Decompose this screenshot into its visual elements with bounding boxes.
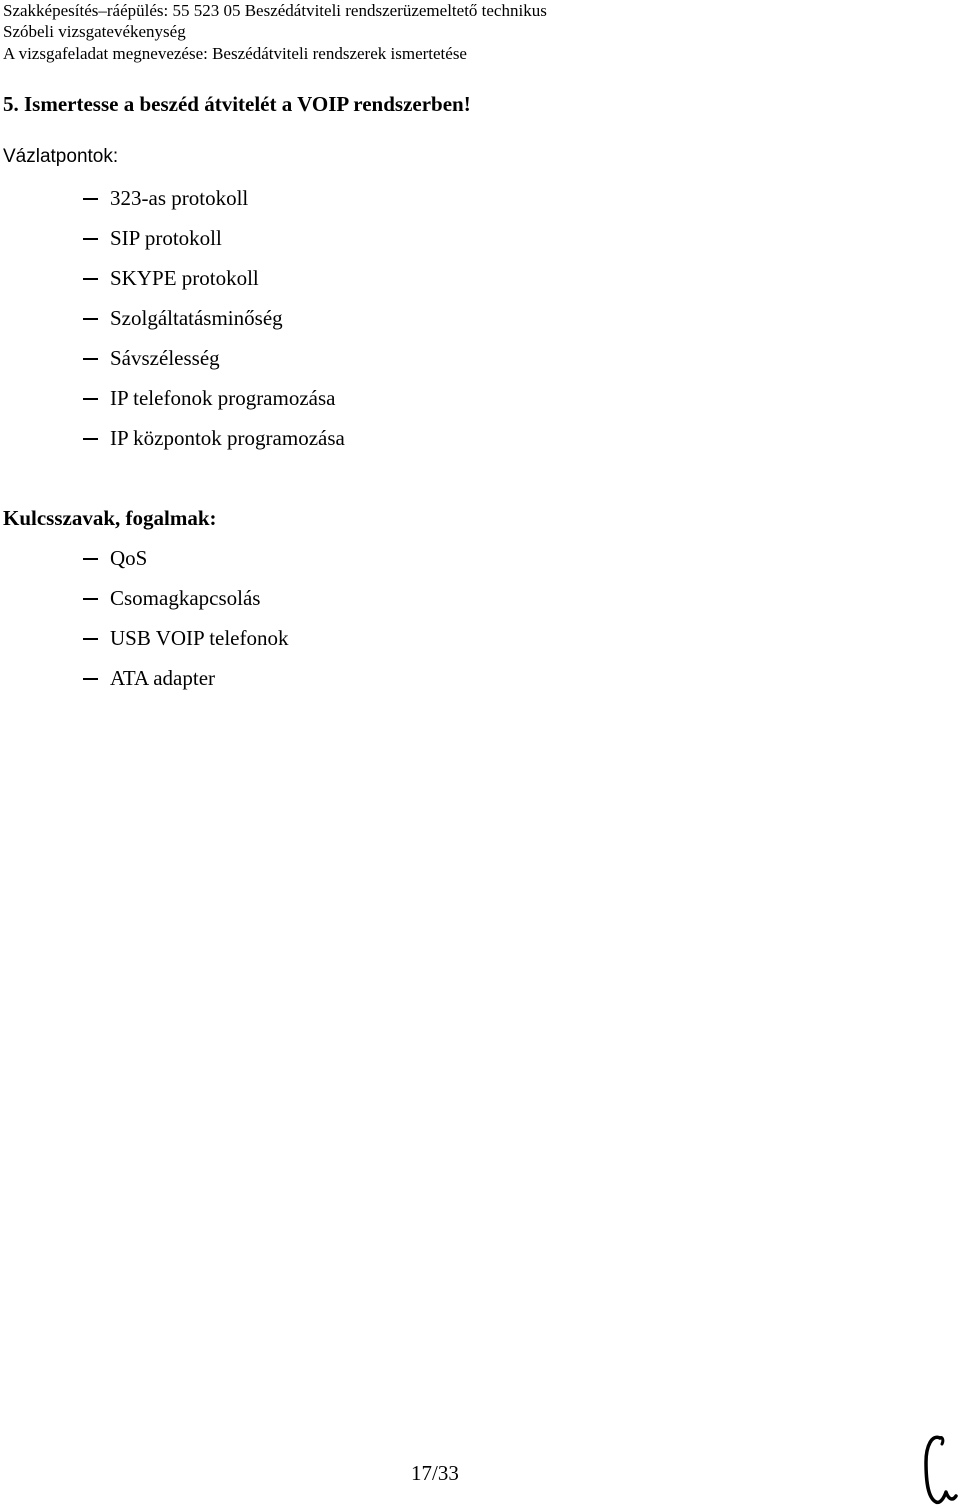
dash-bullet-icon xyxy=(83,558,98,560)
keywords-label: Kulcsszavak, fogalmak: xyxy=(3,506,217,530)
dash-bullet-icon xyxy=(83,678,98,680)
dash-bullet-icon xyxy=(83,198,98,200)
dash-bullet-icon xyxy=(83,358,98,360)
header-task-name: A vizsgafeladat megnevezése: Beszédátviteli rendszerek ismertetése xyxy=(3,44,467,63)
keyword-item-text: QoS xyxy=(110,546,148,570)
outline-item-text: Sávszélesség xyxy=(110,346,220,370)
signature-mark-icon xyxy=(918,1432,958,1507)
page-number: 17/33 xyxy=(411,1461,459,1485)
question-title: 5. Ismertesse a beszéd átvitelét a VOIP rendszerben! xyxy=(3,92,471,116)
outline-label: Vázlatpontok: xyxy=(3,146,119,167)
dash-bullet-icon xyxy=(83,438,98,440)
dash-bullet-icon xyxy=(83,598,98,600)
header-exam-activity: Szóbeli vizsgatevékenység xyxy=(3,22,186,41)
outline-item-text: SKYPE protokoll xyxy=(110,266,259,290)
dash-bullet-icon xyxy=(83,398,98,400)
outline-item-text: Szolgáltatásminőség xyxy=(110,306,283,330)
dash-bullet-icon xyxy=(83,238,98,240)
header-qualification: Szakképesítés–ráépülés: 55 523 05 Beszédátviteli rendszerüzemeltető technikus xyxy=(3,1,547,20)
outline-item-text: IP központok programozása xyxy=(110,426,345,450)
dash-bullet-icon xyxy=(83,318,98,320)
keyword-item-text: USB VOIP telefonok xyxy=(110,626,289,650)
dash-bullet-icon xyxy=(83,278,98,280)
keyword-item-text: Csomagkapcsolás xyxy=(110,586,261,610)
outline-item-text: 323-as protokoll xyxy=(110,186,249,210)
outline-item-text: IP telefonok programozása xyxy=(110,386,336,410)
dash-bullet-icon xyxy=(83,638,98,640)
keyword-item-text: ATA adapter xyxy=(110,666,216,690)
outline-item-text: SIP protokoll xyxy=(110,226,222,250)
